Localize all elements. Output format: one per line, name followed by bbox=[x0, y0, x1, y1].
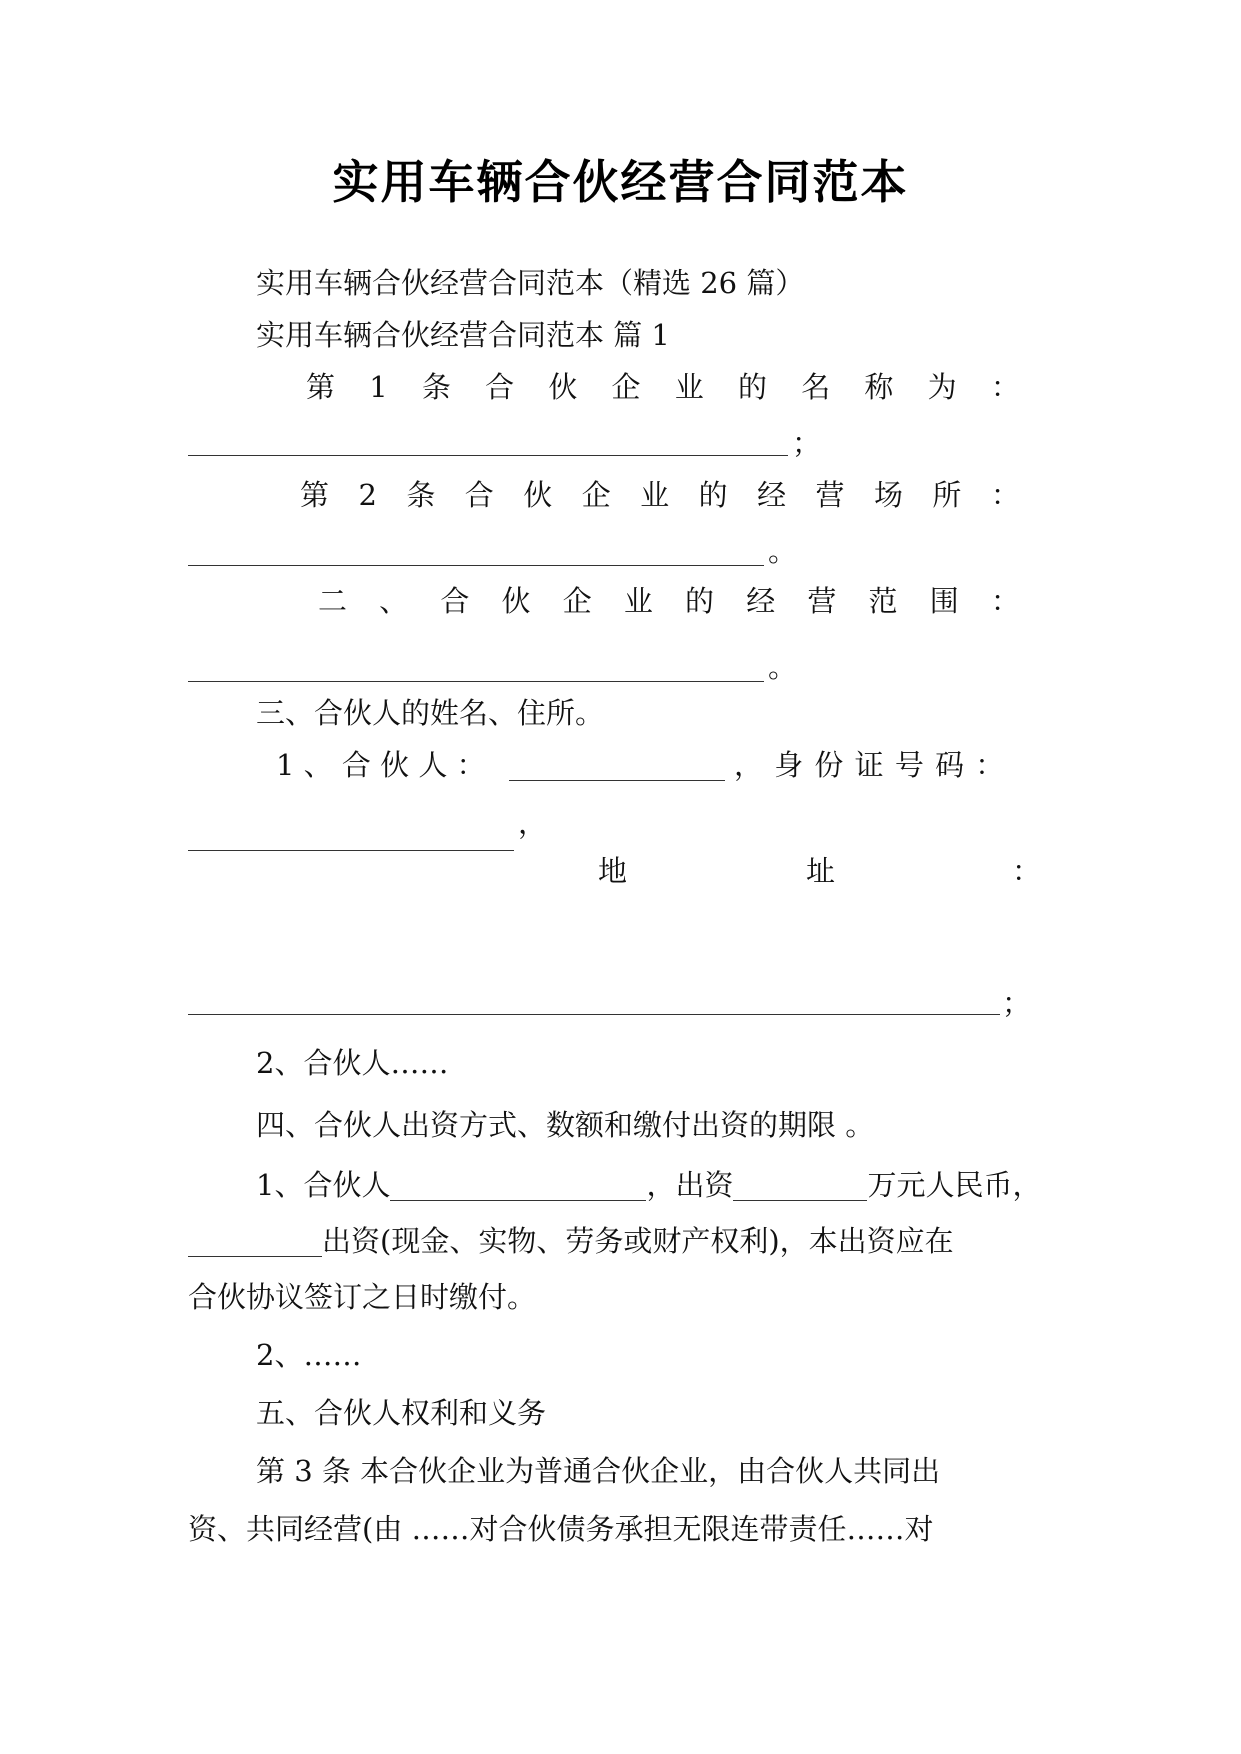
contribution-line-2 bbox=[188, 1220, 1050, 1262]
text: 出资(现金、实物、劳务或财产权利)，本出资应在 bbox=[322, 1224, 954, 1258]
address-char-1: 地 bbox=[598, 854, 628, 888]
partner-name-blank bbox=[509, 748, 725, 781]
char: 第 bbox=[306, 370, 336, 404]
amount-blank bbox=[733, 1168, 867, 1201]
char: 合 bbox=[485, 370, 515, 404]
address-colon: ： bbox=[1012, 854, 1042, 888]
line-end-punct: ； bbox=[1002, 986, 1032, 1020]
char: 条 bbox=[406, 478, 436, 512]
text: 1、合伙人 bbox=[256, 1168, 391, 1202]
char: 合 bbox=[464, 478, 494, 512]
char: 场 bbox=[873, 478, 903, 512]
contribution-2-line: 2、…… bbox=[256, 1338, 362, 1372]
article-3-line: 第 3 条 本合伙企业为普通合伙企业，由合伙人共同出 bbox=[256, 1454, 941, 1488]
address-blank bbox=[188, 1014, 1000, 1015]
char: 业 bbox=[623, 584, 653, 618]
id-number-blank bbox=[188, 850, 514, 851]
char: ： bbox=[990, 478, 1020, 512]
char: 伙 bbox=[523, 478, 553, 512]
char: 营 bbox=[807, 584, 837, 618]
text: 万元人民币， bbox=[867, 1168, 1042, 1202]
char: 的 bbox=[685, 584, 715, 618]
blank-line bbox=[188, 565, 764, 566]
article-3-line-2: 资、共同经营(由 ……对合伙债务承担无限连带责任……对 bbox=[188, 1512, 934, 1546]
char: 所 bbox=[932, 478, 962, 512]
char: 范 bbox=[868, 584, 898, 618]
partner-1-line bbox=[276, 744, 1036, 786]
char: 的 bbox=[737, 370, 767, 404]
line-end-punct: 。 bbox=[768, 650, 798, 684]
char: 为 bbox=[927, 370, 957, 404]
char: 伙 bbox=[501, 584, 531, 618]
partner-2-line: 2、合伙人…… bbox=[256, 1046, 449, 1080]
article-2-line bbox=[300, 474, 1020, 516]
char: 名 bbox=[801, 370, 831, 404]
partner-name-blank bbox=[390, 1168, 646, 1201]
section-5-heading: 五、合伙人权利和义务 bbox=[256, 1396, 547, 1430]
document-title: 实用车辆合伙经营合同范本 bbox=[332, 155, 909, 209]
blank-line bbox=[188, 455, 788, 456]
char: 第 bbox=[300, 478, 330, 512]
char: 伙 bbox=[548, 370, 578, 404]
char: 1 bbox=[369, 370, 388, 404]
char: 合 bbox=[440, 584, 470, 618]
section-2-line bbox=[318, 580, 1020, 622]
text: ，出资 bbox=[646, 1168, 734, 1202]
char: 2 bbox=[358, 478, 377, 512]
contribution-line-1 bbox=[256, 1164, 1050, 1206]
line-end-punct: ； bbox=[792, 426, 822, 460]
char: 二 bbox=[318, 584, 348, 618]
char: ： bbox=[990, 584, 1020, 618]
char: 条 bbox=[421, 370, 451, 404]
char: 、 bbox=[379, 584, 409, 618]
char: 经 bbox=[746, 584, 776, 618]
section-4-heading: 四、合伙人出资方式、数额和缴付出资的期限 。 bbox=[256, 1108, 875, 1142]
id-label: ， 身 份 证 号 码 ： bbox=[733, 748, 1006, 782]
char: 企 bbox=[611, 370, 641, 404]
article-1-line bbox=[306, 366, 1020, 408]
line-end-punct: 。 bbox=[768, 534, 798, 568]
char: 业 bbox=[640, 478, 670, 512]
char: 营 bbox=[815, 478, 845, 512]
method-blank bbox=[188, 1224, 322, 1257]
subtitle-line: 实用车辆合伙经营合同范本（精选 26 篇） bbox=[256, 266, 805, 300]
char: 经 bbox=[757, 478, 787, 512]
section-heading: 实用车辆合伙经营合同范本 篇 1 bbox=[256, 318, 670, 352]
contribution-line-3: 合伙协议签订之日时缴付。 bbox=[188, 1280, 537, 1314]
char: 围 bbox=[929, 584, 959, 618]
line-end-punct: ， bbox=[518, 806, 548, 840]
address-char-2: 址 bbox=[806, 854, 836, 888]
partner-label: 1 、 合 伙 人 ： bbox=[276, 748, 486, 782]
char: 的 bbox=[698, 478, 728, 512]
section-3-heading: 三、合伙人的姓名、住所。 bbox=[256, 696, 605, 730]
blank-line bbox=[188, 681, 764, 682]
char: ： bbox=[990, 370, 1020, 404]
char: 业 bbox=[674, 370, 704, 404]
char: 企 bbox=[581, 478, 611, 512]
char: 称 bbox=[864, 370, 894, 404]
char: 企 bbox=[562, 584, 592, 618]
